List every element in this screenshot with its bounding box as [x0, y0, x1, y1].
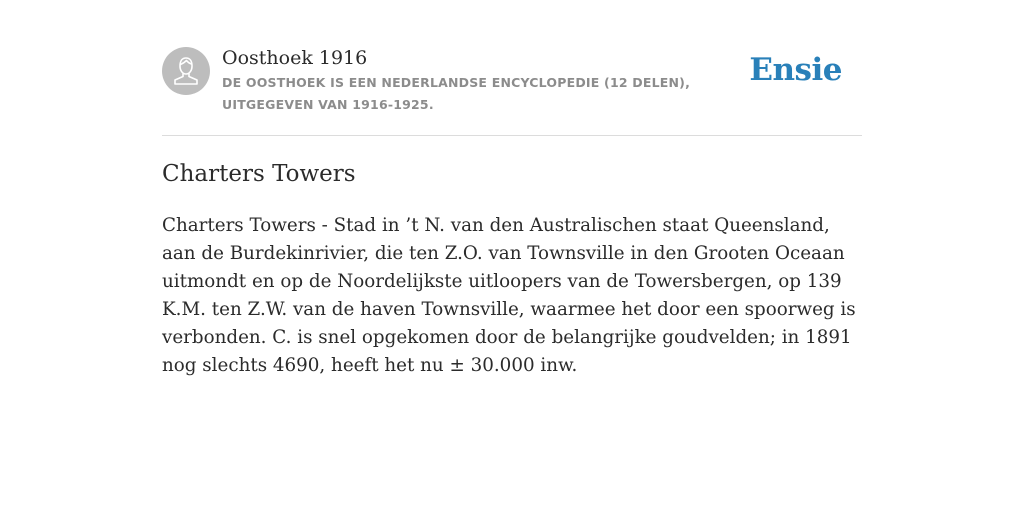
- brand-logo[interactable]: Ensie: [749, 52, 842, 88]
- entry-title: Charters Towers: [162, 161, 356, 187]
- avatar[interactable]: [162, 47, 210, 95]
- source-description: DE OOSTHOEK IS EEN NEDERLANDSE ENCYCLOPEDIE (12 DELEN), UITGEGEVEN VAN 1916-1925.: [222, 75, 691, 112]
- source-header: [162, 44, 862, 136]
- source-title[interactable]: Oosthoek 1916: [222, 47, 368, 69]
- user-silhouette-icon: [162, 47, 210, 95]
- entry-body: Charters Towers - Stad in ’t N. van den Australischen staat Queensland, aan de Burdekinrivier, die ten Z.O. van Townsville in den Grooten Oceaan uitmondt en op de Noordelijkste uitloopers van de Towersbergen, op 139 K.M. ten Z.W. van de haven Townsville, waarmee het door een spoorweg is verbonden. C. is snel opgekomen door de belangrijke goudvelden; in 1891 nog slechts 4690, heeft het nu ± 30.000 inw.: [162, 215, 856, 376]
